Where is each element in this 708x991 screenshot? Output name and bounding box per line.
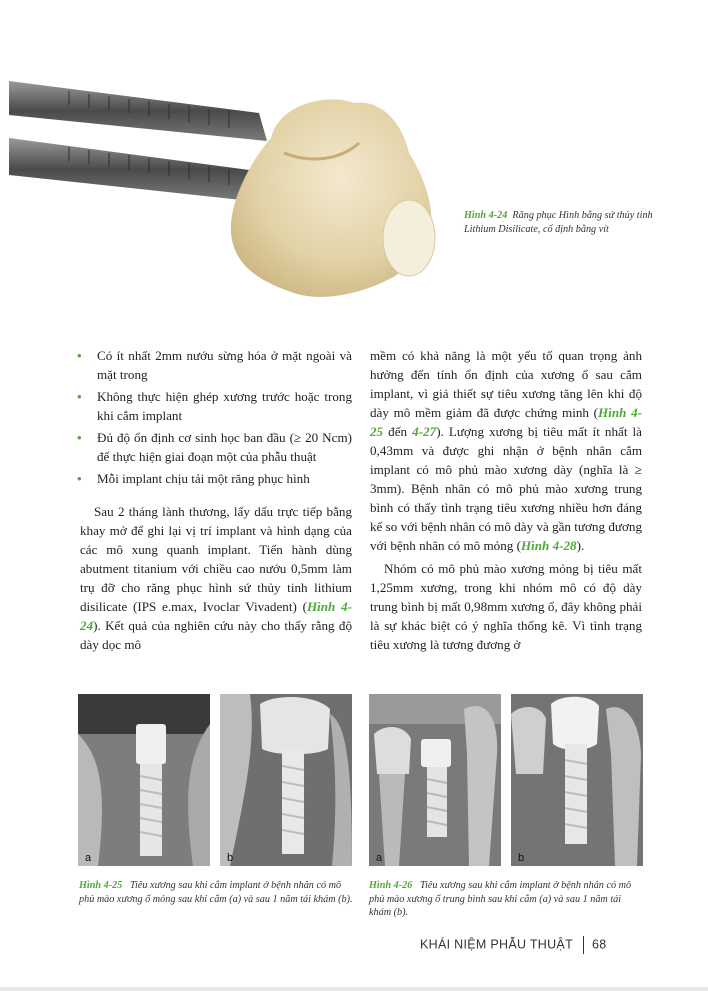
xray-image-4-26b [511, 694, 643, 866]
xray-label: b [227, 852, 234, 864]
page-number: 68 [592, 937, 607, 952]
xray-image-4-26a [369, 694, 501, 866]
figure-reference: 4-27 [412, 424, 437, 439]
bullet-dot-icon: • [77, 430, 82, 445]
left-column [77, 346, 352, 654]
bullet-list [77, 346, 352, 488]
crown-photo [9, 43, 447, 311]
xray-image-4-25a [78, 694, 210, 866]
xray-label: a [85, 852, 92, 864]
figure-4-25-caption [79, 879, 353, 906]
figure-label: Hình 4-25 [79, 880, 123, 891]
xray-label: a [376, 852, 383, 864]
footer-divider [583, 936, 584, 954]
figure-label: Hình 4-26 [369, 880, 413, 891]
figure-4-26-caption [369, 879, 643, 920]
right-column [370, 346, 642, 654]
figure-reference: Hình 4-24 [80, 599, 352, 633]
footer-title: KHÁI NIỆM PHẪU THUẬT [420, 937, 574, 952]
page-footer [420, 936, 607, 954]
figure-4-24-caption [464, 209, 654, 236]
figure-label: Hình 4-24 [464, 210, 508, 221]
xray-image-4-25b [220, 694, 352, 866]
bullet-dot-icon: • [77, 471, 82, 486]
bullet-item: • Có ít nhất 2mm nướu sừng hóa ở mặt ngoài và mặt trong [77, 348, 352, 382]
bullet-dot-icon: • [77, 389, 82, 404]
bottom-strip [0, 987, 708, 991]
body-paragraph: Nhóm có mô phủ mào xương mỏng bị tiêu mất 1,25mm xương, trong khi nhóm mô có độ dày trung bình bị mất 0,98mm xương ổ, đây không phải là sự khác biệt có ý nghĩa thống kê. Vì tình trạng tiêu xương là tương đương ở [370, 561, 642, 652]
xray-label: b [518, 852, 525, 864]
figure-reference: Hình 4-25 [370, 405, 642, 439]
body-paragraph: Sau 2 tháng lành thương, lấy dấu trực tiếp bằng khay mở để ghi lại vị trí implant và hình dạng của các mô xung quanh implant. Tiến hành dùng abutment titanium với chiều cao nướu 0,5mm làm trụ đỡ cho răng phục hình sứ thủy tinh lithium disilicate (IPS e.max, Ivoclar Vivadent) (Hình 4-24). Kết quả của nghiên cứu này cho thấy rằng độ dày dọc mô [80, 504, 352, 652]
body-paragraph: mềm có khả năng là một yếu tố quan trọng ảnh hưởng đến tính ổn định của xương ổ sau cắm implant, vì giả thiết sự tiêu xương tăng lên khi độ dày mô mềm giảm đã được chứng minh (Hình 4-25 đến 4-27). Lượng xương bị tiêu mất ít nhất là 0,43mm và được ghi nhận ở bệnh nhân cắm implant có mô phủ mào xương dày (nghĩa là ≥ 3mm). Bệnh nhân có mô phủ mào xương trung bình có thấy tình trạng tiêu xương nhiều hơn đáng kể so với bệnh nhân có mô dày và gần tương đương với bệnh nhân có mô mỏng (Hình 4-28). [370, 348, 642, 553]
bullet-item: • Không thực hiện ghép xương trước hoặc trong khi cắm implant [77, 389, 352, 423]
bullet-item: • Mỗi implant chịu tải một răng phục hình [77, 471, 310, 486]
bullet-item: • Đủ độ ổn định cơ sinh học ban đầu (≥ 20 Ncm) để thực hiện giai đoạn một của phẫu thuật [77, 430, 352, 464]
figure-reference: Hình 4-28 [520, 538, 577, 553]
bullet-dot-icon: • [77, 348, 82, 363]
figure-caption-text: Tiêu xương sau khi cắm implant ở bệnh nhân có mô phủ mào xương ổ mỏng sau khi cắm (a) và sau 1 năm tái khám (b). [79, 880, 353, 905]
figure-caption-text: Tiêu xương sau khi cắm implant ở bệnh nhân có mô phủ mào xương ổ trung bình sau khi cắm (a) và sau 1 năm tái khám (b). [369, 880, 632, 918]
figure-caption-text: Răng phục Hình bằng sứ thủy tinh Lithium Disilicate, cố định bằng vít [464, 210, 653, 235]
